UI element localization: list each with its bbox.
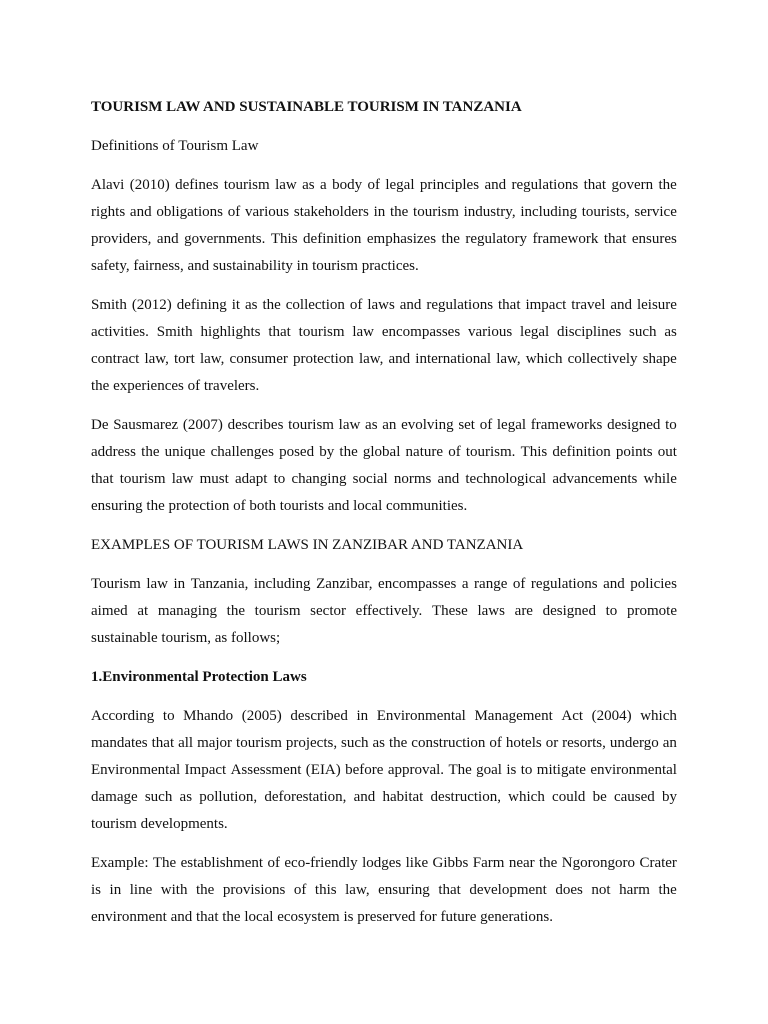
paragraph-line: providers, and governments. This definition emphasizes the regulatory framework that ensures <box>91 231 677 247</box>
paragraph-smith <box>91 292 677 400</box>
paragraph-line: damage such as pollution, deforestation, and habitat destruction, which could be caused by <box>91 789 677 805</box>
paragraph-line: According to Mhando (2005) described in Environmental Management Act (2004) which <box>91 708 677 724</box>
paragraph-line: ensuring the protection of both tourists and local communities. <box>91 498 468 514</box>
document-title: TOURISM LAW AND SUSTAINABLE TOURISM IN TANZANIA <box>91 99 522 115</box>
document-page <box>91 94 677 931</box>
paragraph-line: address the unique challenges posed by the global nature of tourism. This definition points out <box>91 444 677 460</box>
paragraph-line: is in line with the provisions of this law, ensuring that development does not harm the <box>91 882 677 898</box>
paragraph-line: Example: The establishment of eco-friendly lodges like Gibbs Farm near the Ngorongoro Crater <box>91 855 677 871</box>
paragraph-line: rights and obligations of various stakeholders in the tourism industry, including tourists, service <box>91 204 677 220</box>
paragraph-line: safety, fairness, and sustainability in tourism practices. <box>91 258 419 274</box>
paragraph-line: contract law, tort law, consumer protection law, and international law, which collectively shape <box>91 351 677 367</box>
paragraph-line: Tourism law in Tanzania, including Zanzibar, encompasses a range of regulations and policies <box>91 576 677 592</box>
paragraph-line: environment and that the local ecosystem is preserved for future generations. <box>91 909 554 925</box>
paragraph-line: that tourism law must adapt to changing social norms and technological advancements while <box>91 471 677 487</box>
paragraph-line: mandates that all major tourism projects, such as the construction of hotels or resorts, undergo an <box>91 735 677 751</box>
paragraph-line: the experiences of travelers. <box>91 378 260 394</box>
paragraph-line: De Sausmarez (2007) describes tourism law as an evolving set of legal frameworks designed to <box>91 417 677 433</box>
section-1-heading: 1.Environmental Protection Laws <box>91 669 307 685</box>
paragraph-alavi <box>91 172 677 280</box>
paragraph-line: Environmental Impact Assessment (EIA) before approval. The goal is to mitigate environmental <box>91 762 677 778</box>
paragraph-line: tourism developments. <box>91 816 228 832</box>
examples-heading: EXAMPLES OF TOURISM LAWS IN ZANZIBAR AND TANZANIA <box>91 537 524 553</box>
paragraph-example-gibbs-farm <box>91 850 677 931</box>
paragraph-de-sausmarez <box>91 412 677 520</box>
paragraph-line: sustainable tourism, as follows; <box>91 630 281 646</box>
paragraph-line: aimed at managing the tourism sector effectively. These laws are designed to promote <box>91 603 677 619</box>
paragraph-line: Alavi (2010) defines tourism law as a body of legal principles and regulations that govern the <box>91 177 677 193</box>
paragraph-tourism-law-tanzania <box>91 571 677 652</box>
paragraph-mhando <box>91 703 677 838</box>
definitions-heading: Definitions of Tourism Law <box>91 138 259 154</box>
paragraph-line: Smith (2012) defining it as the collection of laws and regulations that impact travel and leisure <box>91 297 677 313</box>
paragraph-line: activities. Smith highlights that tourism law encompasses various legal disciplines such as <box>91 324 677 340</box>
